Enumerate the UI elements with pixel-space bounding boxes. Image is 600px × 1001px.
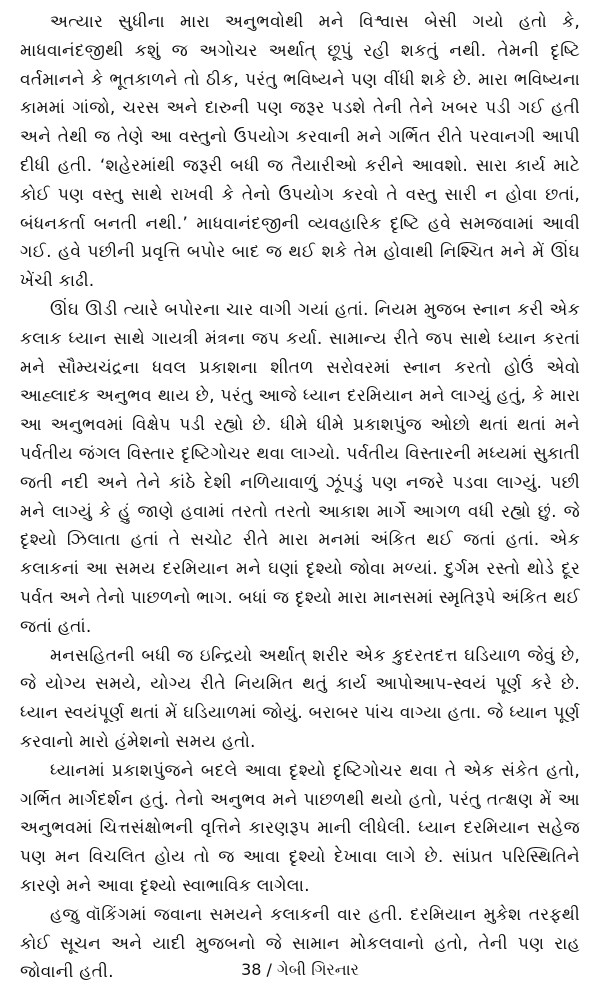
paragraph-2: ઊંઘ ઊડી ત્યારે બપોરના ચાર વાગી ગયાં હતાં. નિયમ મુજબ સ્નાન કરી એક કલાક ધ્યાન સાથે ગાયત્રી મંત્રના જપ કર્યા. સામાન્ય રીતે જપ સાથે ધ્યાન કરતાં મને સૌમ્યચંદ્રના ધવલ પ્રકાશના શીતળ સરોવરમાં સ્નાન કરતો હોઉં એવો આહ્લાદક અનુભવ થાય છે, પરંતુ આજે ધ્યાન દરમિયાન મને લાગ્યું હતું, કે મારા આ અનુભવમાં વિક્ષેપ પડી રહ્યો છે. ધીમે ધીમે પ્રકાશપુંજ ઓછો થતાં થતાં મને પર્વતીય જંગલ વિસ્તાર દૃષ્ટિગોચર થવા લાગ્યો. પર્વતીય વિસ્તારની મધ્યમાં સુકાતી જતી નદી અને તેને કાંઠે દેશી નળિયાવાળું ઝૂંપડું પણ નજરે પડવા લાગ્યું. પછી મને લાગ્યું કે હું જાણે હવામાં તરતો તરતો આકાશ માર્ગે આગળ વધી રહ્યો છું. જે દૃશ્યો ઝિલાતા હતાં તે સચોટ રીતે મારા મનમાં અંકિત થઈ જતાં હતાં. એક કલાકનાં આ સમય દરમિયાન મને ઘણાં દૃશ્યો જોવા મળ્યાં. દુર્ગમ રસ્તો થોડે દૂર પર્વત અને તેનો પાછળનો ભાગ. બધાં જ દૃશ્યો મારા માનસમાં સ્મૃતિરૂપે અંકિત થઈ જતાં હતાં. bbox=[20, 299, 580, 637]
paragraph-5: હજુ વૉકિંગમાં જવાના સમયને કલાકની વાર હતી. દરમિયાન મુકેશ તરફથી કોઈ સૂચન અને યાદી મુજબનો જે સામાન મોકલવાનો હતો, તેની પણ રાહ જોવાની હતી. bbox=[20, 904, 580, 983]
page-footer: 38 / ગેબી ગિરનાર bbox=[241, 960, 359, 979]
paragraph-4: ધ્યાનમાં પ્રકાશપુંજને બદલે આવા દૃશ્યો દૃષ્ટિગોચર થવા તે એક સંકેત હતો, ગર્ભિત માર્ગદર્શન હતું. તેનો અનુભવ મને પાછળથી થયો હતો, પરંતુ તત્ક્ષણ મેં આ અનુભવમાં ચિત્તસંક્ષોભની વૃત્તિને કારણરૂપ માની લીધેલી. ધ્યાન દરમિયાન સહેજ પણ મન વિચલિત હોય તો જ આવા દૃશ્યો દેખાવા લાગે છે. સાંપ્રત પરિસ્થિતિને કારણે મને આવા દૃશ્યો સ્વાભાવિક લાગેલા. bbox=[20, 760, 580, 896]
paragraph-3: મનસહિતની બધી જ ઇન્દ્રિયો અર્થાત્ શરીર એક કુદરતદત્ત ઘડિયાળ જેવું છે, જે યોગ્ય સમયે, યોગ્ય રીતે નિયમિત થતું કાર્ય આપોઆપ-સ્વયં પૂર્ણ કરે છે. ધ્યાન સ્વયંપૂર્ણ થતાં મેં ઘડિયાળમાં જોયું. બરાબર પાંચ વાગ્યા હતા. જે ધ્યાન પૂર્ણ કરવાનો મારો હંમેશનો સમય હતો. bbox=[20, 645, 580, 752]
paragraph-1: અત્યાર સુધીના મારા અનુભવોથી મને વિશ્વાસ બેસી ગયો હતો કે, માધવાનંદજીથી કશું જ અગોચર અર્થાત્ છૂપું રહી શકતું નથી. તેમની દૃષ્ટિ વર્તમાનને કે ભૂતકાળને તો ઠીક, પરંતુ ભવિષ્યને પણ વીંધી શકે છે. મારા ભવિષ્યના કામમાં ગાંજો, ચરસ અને દારુની પણ જરૂર પડશે તેની તેને ખબર પડી ગઈ હતી અને તેથી જ તેણે આ વસ્તુનો ઉપયોગ કરવાની મને ગર્ભિત રીતે પરવાનગી આપી દીધી હતી. ‘શહેરમાંથી જરૂરી બધી જ તૈયારીઓ કરીને આવશો. સારા કાર્ય માટે કોઈ પણ વસ્તુ સાથે રાખવી કે તેનો ઉપયોગ કરવો તે વસ્તુ સારી ન હોવા છતાં, બંધનકર્તા બનતી નથી.’ માધવાનંદજીની વ્યવહારિક દૃષ્ટિ હવે સમજવામાં આવી ગઈ. હવે પછીની પ્રવૃત્તિ બપોર બાદ જ થઈ શકે તેમ હોવાથી નિશ્ચિત મને મેં ઊંઘ ખેંચી કાઢી. bbox=[20, 12, 580, 292]
